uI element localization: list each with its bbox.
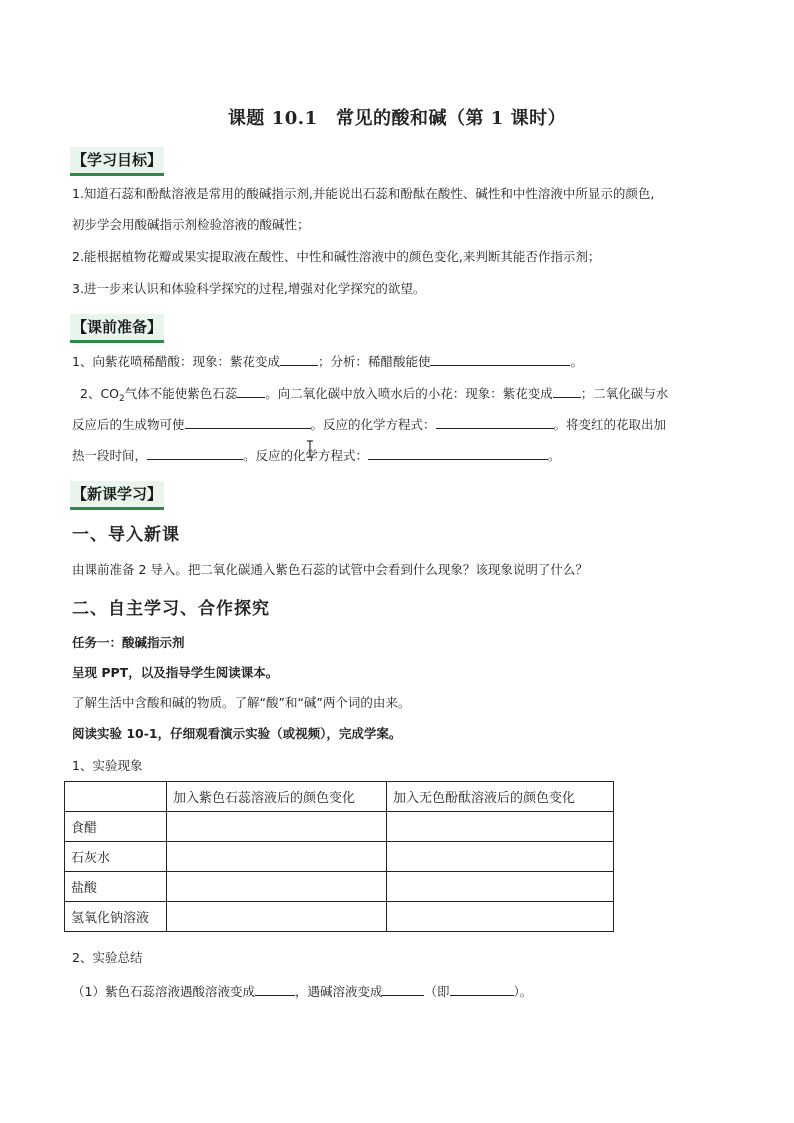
preview-question-2-line1 bbox=[80, 383, 668, 409]
table-answer-cell[interactable] bbox=[167, 902, 387, 932]
task-1-title: 任务一：酸碱指示剂 bbox=[72, 635, 185, 650]
table-row-label: 食醋 bbox=[65, 812, 167, 842]
q2-subscript: 2 bbox=[119, 394, 125, 404]
section-new-lesson-heading: 【新课学习】 bbox=[70, 481, 164, 510]
q2-text-b: 气体不能使紫色石蕊 bbox=[124, 386, 238, 401]
q2-blank-equation-2[interactable] bbox=[368, 445, 548, 460]
section-preview-heading: 【课前准备】 bbox=[70, 314, 164, 343]
table-header-cell bbox=[65, 782, 167, 812]
objective-1-line-a: 1.知道石蕊和酚酞溶液是常用的酸碱指示剂,并能说出石蕊和酚酞在酸性、碱性和中性溶液中所显示的颜色, bbox=[72, 186, 655, 201]
summary-label: 2、实验总结 bbox=[72, 950, 143, 965]
text-cursor-icon bbox=[305, 440, 315, 458]
table-header-cell: 加入紫色石蕊溶液后的颜色变化 bbox=[167, 782, 387, 812]
table-row bbox=[65, 812, 614, 842]
table-row bbox=[65, 872, 614, 902]
table-row-label: 石灰水 bbox=[65, 842, 167, 872]
table-answer-cell[interactable] bbox=[387, 872, 614, 902]
q2-text-c: 。向二氧化碳中放入喷水后的小花：现象：紫花变成 bbox=[265, 386, 553, 401]
q2-blank-4[interactable] bbox=[147, 445, 243, 460]
table-row bbox=[65, 842, 614, 872]
read-experiment-text: 阅读实验 10-1，仔细观看演示实验（或视频），完成学案。 bbox=[72, 726, 402, 741]
heading-intro: 一、导入新课 bbox=[72, 525, 180, 545]
table-row-label: 氢氧化钠溶液 bbox=[65, 902, 167, 932]
page-title: 课题 10.1 常见的酸和碱（第 1 课时） bbox=[227, 108, 567, 129]
section-objectives-heading: 【学习目标】 bbox=[70, 147, 164, 176]
table-header-row bbox=[65, 782, 614, 812]
table-answer-cell[interactable] bbox=[387, 812, 614, 842]
q2-blank-2[interactable] bbox=[553, 383, 581, 398]
table-row bbox=[65, 902, 614, 932]
q2-blank-3[interactable] bbox=[185, 414, 311, 429]
summary1-blank-acid[interactable] bbox=[255, 981, 295, 996]
summary1-blank-base[interactable] bbox=[382, 981, 424, 996]
table-row-label: 盐酸 bbox=[65, 872, 167, 902]
table-answer-cell[interactable] bbox=[167, 842, 387, 872]
table-answer-cell[interactable] bbox=[387, 902, 614, 932]
q2-text-f: 。反应的化学方程式： bbox=[310, 417, 436, 432]
observation-label: 1、实验现象 bbox=[72, 758, 143, 773]
q1-text-b: ；分析：稀醋酸能使 bbox=[317, 354, 431, 369]
preview-question-2-line3 bbox=[72, 445, 561, 466]
summary1-text-b: ，遇碱溶液变成 bbox=[294, 984, 383, 999]
q2-text-i: 。反应的化学方程式： bbox=[243, 448, 369, 463]
q2-text-d: ；二氧化碳与水 bbox=[580, 386, 669, 401]
q2-blank-1[interactable] bbox=[237, 383, 265, 398]
q1-text-a: 1、向紫花喷稀醋酸：现象：紫花变成 bbox=[72, 354, 280, 369]
q1-text-c: 。 bbox=[570, 354, 583, 369]
table-answer-cell[interactable] bbox=[167, 812, 387, 842]
heading-explore: 二、自主学习、合作探究 bbox=[72, 599, 270, 619]
objective-3: 3.进一步来认识和体验科学探究的过程,增强对化学探究的欲望。 bbox=[72, 281, 426, 296]
q1-blank-analysis[interactable] bbox=[430, 351, 570, 366]
q2-text-e: 反应后的生成物可使 bbox=[72, 417, 185, 432]
ppt-instruction: 呈现 PPT，以及指导学生阅读课本。 bbox=[72, 665, 279, 680]
intro-text: 由课前准备 2 导入。把二氧化碳通入紫色石蕊的试管中会看到什么现象？该现象说明了什么？ bbox=[72, 562, 588, 577]
table-answer-cell[interactable] bbox=[387, 842, 614, 872]
q2-co-text: 2、CO bbox=[80, 386, 120, 401]
q2-text-h: 热一段时间， bbox=[72, 448, 148, 463]
q2-text-g: 。将变红的花取出加 bbox=[553, 417, 667, 432]
summary1-text-d: ）。 bbox=[513, 984, 533, 999]
q2-blank-equation-1[interactable] bbox=[436, 414, 554, 429]
summary-item-1 bbox=[72, 981, 532, 1002]
q2-text-j: 。 bbox=[548, 448, 561, 463]
table-answer-cell[interactable] bbox=[167, 872, 387, 902]
q1-blank-color[interactable] bbox=[280, 351, 318, 366]
understand-text: 了解生活中含酸和碱的物质。了解“酸”和“碱”两个词的由来。 bbox=[72, 695, 411, 710]
preview-question-2-line2 bbox=[72, 414, 666, 435]
preview-question-1 bbox=[72, 351, 583, 372]
table-header-cell: 加入无色酚酞溶液后的颜色变化 bbox=[387, 782, 614, 812]
summary1-text-c: （即 bbox=[424, 984, 450, 999]
summary1-blank-note[interactable] bbox=[450, 981, 514, 996]
observation-table bbox=[64, 781, 614, 932]
objective-1-line-b: 初步学会用酸碱指示剂检验溶液的酸碱性； bbox=[72, 217, 310, 232]
summary1-text-a: （1）紫色石蕊溶液遇酸溶液变成 bbox=[72, 984, 255, 999]
objective-2: 2.能根据植物花瓣或果实提取液在酸性、中性和碱性溶液中的颜色变化,来判断其能否作指示剂； bbox=[72, 249, 601, 264]
